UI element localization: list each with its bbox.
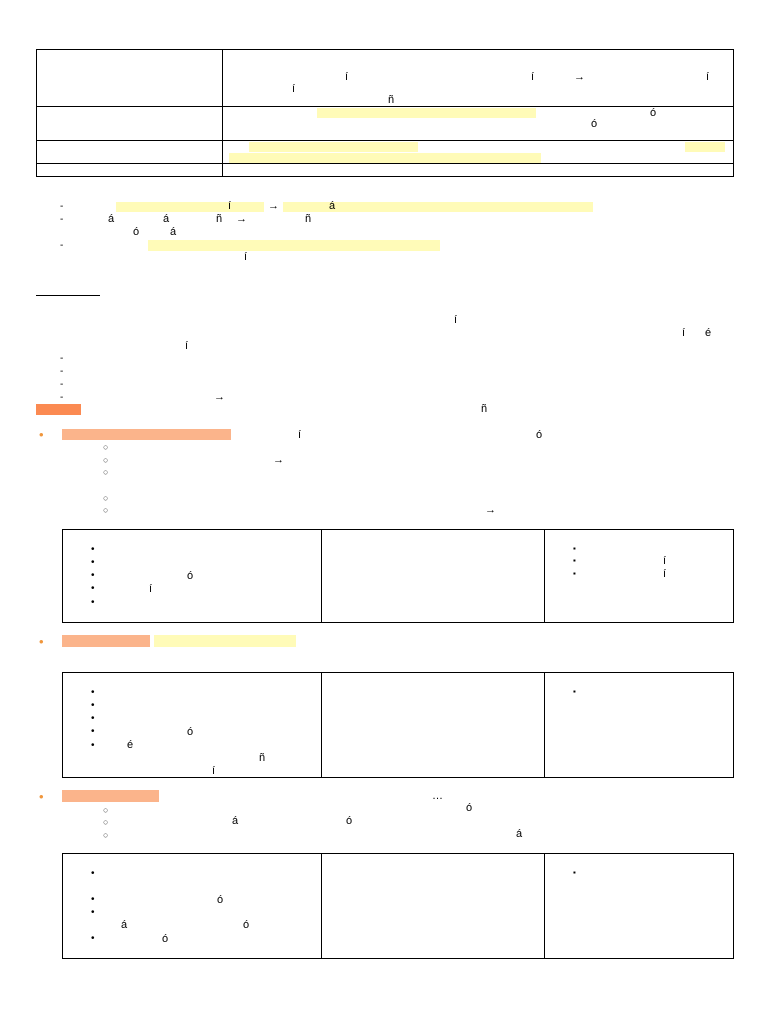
box-square-bullet-icon: ▪ [573,569,576,578]
box-square-bullet-icon: ▪ [573,556,576,565]
box-text: ñ [259,752,266,764]
highlight [62,790,159,802]
box-bullet-icon: • [91,933,95,944]
table-text: ó [591,118,598,130]
arrow-icon: → [214,391,225,403]
table-text: ó [650,107,657,119]
box-text: á [121,919,128,931]
arrow-icon: → [574,71,585,83]
bullet-icon: • [39,634,44,649]
item2-box [62,672,734,778]
sub-bullet-icon: ○ [103,805,109,815]
box-text: ó [187,726,194,738]
table-text: í [706,71,710,83]
box-bullet-icon: • [91,740,95,751]
highlight [36,404,81,415]
box-text: í [149,583,153,595]
item-text: á [516,828,523,840]
note-text: á [108,213,115,225]
box-bullet-icon: • [91,726,95,737]
box-column-divider [544,530,545,622]
highlight [317,108,536,118]
arrow-icon: → [273,454,284,466]
box-square-bullet-icon: ▪ [573,544,576,553]
paragraph-text: ñ [481,403,488,415]
item-text: á [232,815,239,827]
box-text: ó [217,894,224,906]
highlight [62,429,231,440]
top-table-row-divider [37,106,733,107]
bullet-icon: • [39,427,44,442]
list-dash: - [60,240,64,251]
note-text: á [329,200,336,212]
list-dash: - [60,353,64,364]
paragraph-text: í [682,327,686,339]
item-text: … [432,790,443,802]
arrow-icon: → [236,213,247,225]
top-table-row-divider [37,163,733,164]
box-column-divider [544,854,545,958]
box-column-divider [544,673,545,777]
box-bullet-icon: • [91,713,95,724]
list-dash: - [60,366,64,377]
item-text: ó [346,815,353,827]
item-text: í [298,429,302,441]
item1-box [62,529,734,623]
box-bullet-icon: • [91,583,95,594]
box-square-bullet-icon: ▪ [573,868,576,877]
highlight [229,153,541,163]
box-bullet-icon: • [91,907,95,918]
box-bullet-icon: • [91,700,95,711]
table-text: ñ [388,94,395,106]
item-text: ó [536,429,543,441]
top-table-column-divider [222,50,223,176]
box-bullet-icon: • [91,687,95,698]
note-text: ñ [216,213,223,225]
box-text: í [212,765,216,777]
box-text: é [127,739,134,751]
box-column-divider [321,854,322,958]
box-bullet-icon: • [91,597,95,608]
sub-bullet-icon: ○ [103,442,109,452]
note-text: á [163,213,170,225]
box-text: ó [187,570,194,582]
sub-bullet-icon: ○ [103,493,109,503]
arrow-icon: → [268,200,279,212]
list-dash: - [60,379,64,390]
top-table [36,49,734,177]
box-text: í [663,568,667,580]
highlight [249,142,418,152]
sub-bullet-icon: ○ [103,817,109,827]
list-dash: - [60,201,64,212]
highlight [685,142,725,152]
box-bullet-icon: • [91,544,95,555]
paragraph-text: í [454,314,458,326]
top-table-row-divider [37,140,733,141]
note-text: í [228,200,232,212]
box-bullet-icon: • [91,894,95,905]
sub-bullet-icon: ○ [103,455,109,465]
box-bullet-icon: • [91,570,95,581]
note-text: í [244,251,248,263]
highlight [154,635,296,647]
bullet-icon: • [39,789,44,804]
list-dash: - [60,392,64,403]
highlight [62,635,150,647]
box-text: í [663,555,667,567]
table-text: í [531,71,535,83]
note-text: á [170,226,177,238]
highlight [116,202,264,212]
item-text: ó [466,802,473,814]
paragraph-text: é [705,327,712,339]
section-heading-underline [36,295,100,296]
item3-box [62,853,734,959]
paragraph-text: í [185,340,189,352]
table-text: í [292,83,296,95]
sub-bullet-icon: ○ [103,467,109,477]
box-text: ó [162,933,169,945]
box-bullet-icon: • [91,868,95,879]
note-text: ñ [305,213,312,225]
sub-bullet-icon: ○ [103,505,109,515]
sub-bullet-icon: ○ [103,830,109,840]
table-text: í [345,71,349,83]
note-text: ó [133,226,140,238]
box-square-bullet-icon: ▪ [573,687,576,696]
arrow-icon: → [485,504,496,516]
box-column-divider [321,673,322,777]
list-dash: - [60,214,64,225]
box-text: ó [243,919,250,931]
box-bullet-icon: • [91,557,95,568]
highlight [148,240,440,251]
box-column-divider [321,530,322,622]
